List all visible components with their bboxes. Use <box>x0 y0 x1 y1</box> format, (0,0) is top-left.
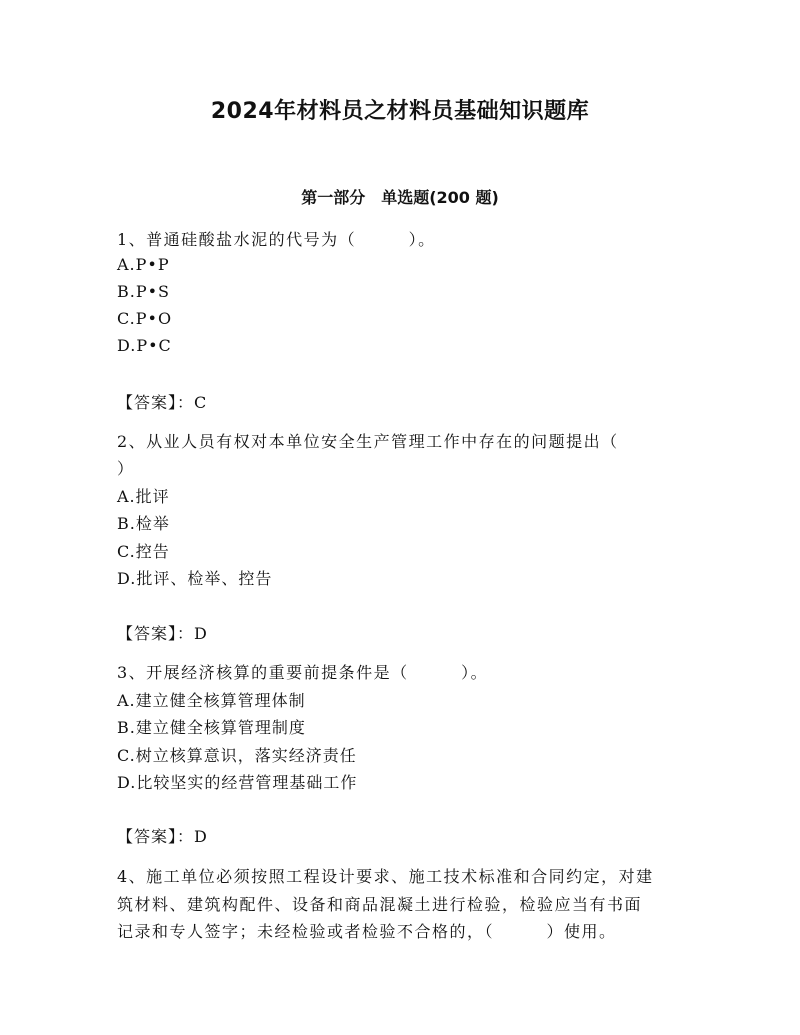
question-1-option-d: D.P•C <box>117 336 172 355</box>
question-4-stem-line-2: 筑材料、建筑构配件、设备和商品混凝土进行检验，检验应当有书面 <box>117 895 643 914</box>
question-2-option-c: C.控告 <box>117 542 170 561</box>
question-4-stem-line-1: 4、施工单位必须按照工程设计要求、施工技术标准和合同约定，对建 <box>117 867 654 886</box>
question-4-stem-line-3: 记录和专人签字；未经检验或者检验不合格的，（ ）使用。 <box>117 922 617 941</box>
question-2-option-b: B.检举 <box>117 514 170 533</box>
question-3-option-c: C.树立核算意识，落实经济责任 <box>117 746 357 765</box>
question-1-stem: 1、普通硅酸盐水泥的代号为（ ）。 <box>117 230 436 249</box>
page-title: 2024年材料员之材料员基础知识题库 <box>210 99 590 124</box>
question-1-option-b: B.P•S <box>117 282 171 301</box>
question-1-answer: 【答案】：C <box>117 393 208 412</box>
question-3-option-b: B.建立健全核算管理制度 <box>117 718 306 737</box>
question-2-option-d: D.批评、检举、控告 <box>117 569 273 588</box>
question-2-answer: 【答案】：D <box>117 624 208 643</box>
question-3-stem: 3、开展经济核算的重要前提条件是（ ）。 <box>117 663 489 682</box>
question-3-option-a: A.建立健全核算管理体制 <box>117 691 306 710</box>
section-heading: 第一部分 单选题(200 题) <box>301 188 499 207</box>
question-3-option-d: D.比较坚实的经营管理基础工作 <box>117 773 358 792</box>
question-2-stem-line-2: ） <box>117 459 135 478</box>
question-1-option-c: C.P•O <box>117 309 173 328</box>
question-1-option-a: A.P•P <box>117 255 170 274</box>
question-3-answer: 【答案】：D <box>117 827 208 846</box>
question-2-stem-line-1: 2、从业人员有权对本单位安全生产管理工作中存在的问题提出（ <box>117 432 619 451</box>
question-2-option-a: A.批评 <box>117 487 170 506</box>
